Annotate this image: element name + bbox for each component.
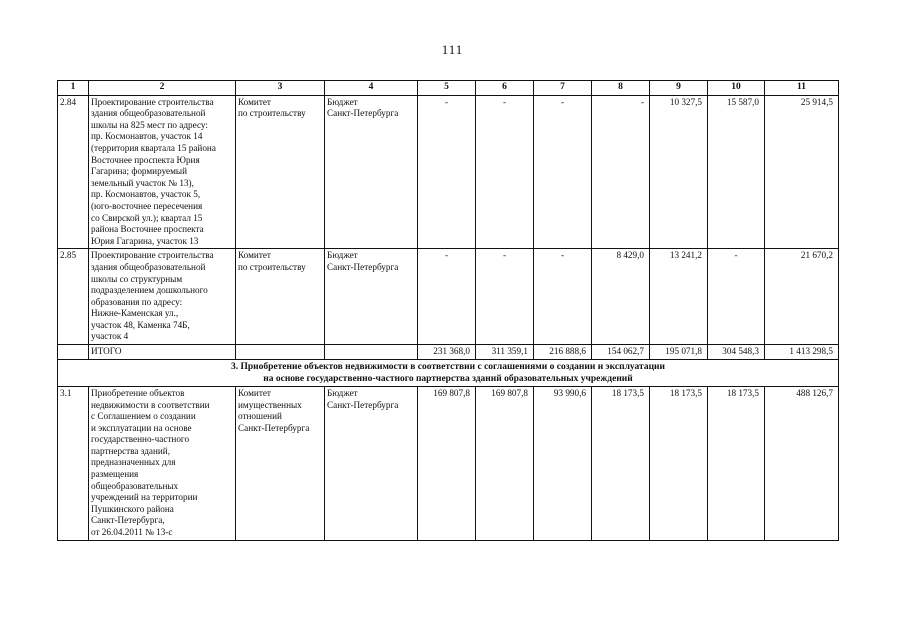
page-number: 111 bbox=[441, 42, 464, 57]
row-description: Приобретение объектов недвижимости в соответствии с Соглашением о создании и эксплуатации на основе государственно-частного партнерства зданий, предназначенных для размещения общеобразовательных учреждений на территории Пушкинского района Санкт-Петербурга, от 26.04.2011 № 13-с bbox=[89, 386, 236, 540]
row-value: 18 173,5 bbox=[650, 386, 708, 540]
column-header: 9 bbox=[650, 81, 708, 96]
row-value: 10 327,5 bbox=[650, 95, 708, 249]
total-value: 195 071,8 bbox=[650, 345, 708, 360]
row-value: 13 241,2 bbox=[650, 249, 708, 345]
row-value: - bbox=[534, 95, 592, 249]
table-row bbox=[58, 95, 839, 249]
row-id: 3.1 bbox=[58, 386, 89, 540]
row-value: - bbox=[418, 249, 476, 345]
section-heading-line2: на основе государственно-частного партнерства зданий образовательных учреждений bbox=[263, 373, 633, 384]
row-source: Бюджет Санкт-Петербурга bbox=[325, 249, 418, 345]
section-heading bbox=[58, 359, 839, 386]
total-value: 304 548,3 bbox=[708, 345, 765, 360]
row-value: 93 990,6 bbox=[534, 386, 592, 540]
row-description: Проектирование строительства здания общеобразовательной школы со структурным подразделением дошкольного образования по адресу: Нижне-Каменская ул., участок 48, Каменка 74Б, участок 4 bbox=[89, 249, 236, 345]
row-value: 169 807,8 bbox=[476, 386, 534, 540]
column-header: 11 bbox=[765, 81, 839, 96]
column-header: 1 bbox=[58, 81, 89, 96]
row-value: 21 670,2 bbox=[765, 249, 839, 345]
total-label: ИТОГО bbox=[89, 345, 236, 360]
row-value: 18 173,5 bbox=[592, 386, 650, 540]
row-source: Бюджет Санкт-Петербурга bbox=[325, 95, 418, 249]
table-row bbox=[58, 249, 839, 345]
row-value: 488 126,7 bbox=[765, 386, 839, 540]
header-row bbox=[58, 81, 839, 96]
row-authority: Комитет по строительству bbox=[236, 249, 325, 345]
column-header: 4 bbox=[325, 81, 418, 96]
column-header: 2 bbox=[89, 81, 236, 96]
column-header: 8 bbox=[592, 81, 650, 96]
row-authority: Комитет имущественных отношений Санкт-Петербурга bbox=[236, 386, 325, 540]
row-description: Проектирование строительства здания общеобразовательной школы на 825 мест по адресу: пр. Космонавтов, участок 14 (территория квартала 15 района Восточнее проспекта Юрия Гагарина; формируемый земельный участок № 13), пр. Космонавтов, участок 5, (юго-восточнее пересечения со Свирской ул.); квартал 15 района Восточнее проспекта Юрия Гагарина, участок 13 bbox=[89, 95, 236, 249]
column-header: 10 bbox=[708, 81, 765, 96]
row-value: 15 587,0 bbox=[708, 95, 765, 249]
row-value: - bbox=[418, 95, 476, 249]
column-header: 7 bbox=[534, 81, 592, 96]
section-heading-row bbox=[58, 359, 839, 386]
row-value: - bbox=[592, 95, 650, 249]
total-row bbox=[58, 345, 839, 360]
budget-table bbox=[57, 80, 839, 541]
row-value: 169 807,8 bbox=[418, 386, 476, 540]
table-row bbox=[58, 386, 839, 540]
total-value: 311 359,1 bbox=[476, 345, 534, 360]
row-value: - bbox=[476, 249, 534, 345]
column-header: 5 bbox=[418, 81, 476, 96]
total-value: 154 062,7 bbox=[592, 345, 650, 360]
total-value: 216 888,6 bbox=[534, 345, 592, 360]
row-id: 2.84 bbox=[58, 95, 89, 249]
row-value: - bbox=[534, 249, 592, 345]
row-id: 2.85 bbox=[58, 249, 89, 345]
column-header: 6 bbox=[476, 81, 534, 96]
row-value: - bbox=[476, 95, 534, 249]
row-value: - bbox=[708, 249, 765, 345]
section-heading-line1: 3. Приобретение объектов недвижимости в соответствии с соглашениями о создании и эксплуатации bbox=[230, 361, 665, 372]
total-value: 231 368,0 bbox=[418, 345, 476, 360]
row-authority: Комитет по строительству bbox=[236, 95, 325, 249]
column-header: 3 bbox=[236, 81, 325, 96]
total-value: 1 413 298,5 bbox=[765, 345, 839, 360]
row-value: 8 429,0 bbox=[592, 249, 650, 345]
row-value: 25 914,5 bbox=[765, 95, 839, 249]
row-value: 18 173,5 bbox=[708, 386, 765, 540]
row-source: Бюджет Санкт-Петербурга bbox=[325, 386, 418, 540]
